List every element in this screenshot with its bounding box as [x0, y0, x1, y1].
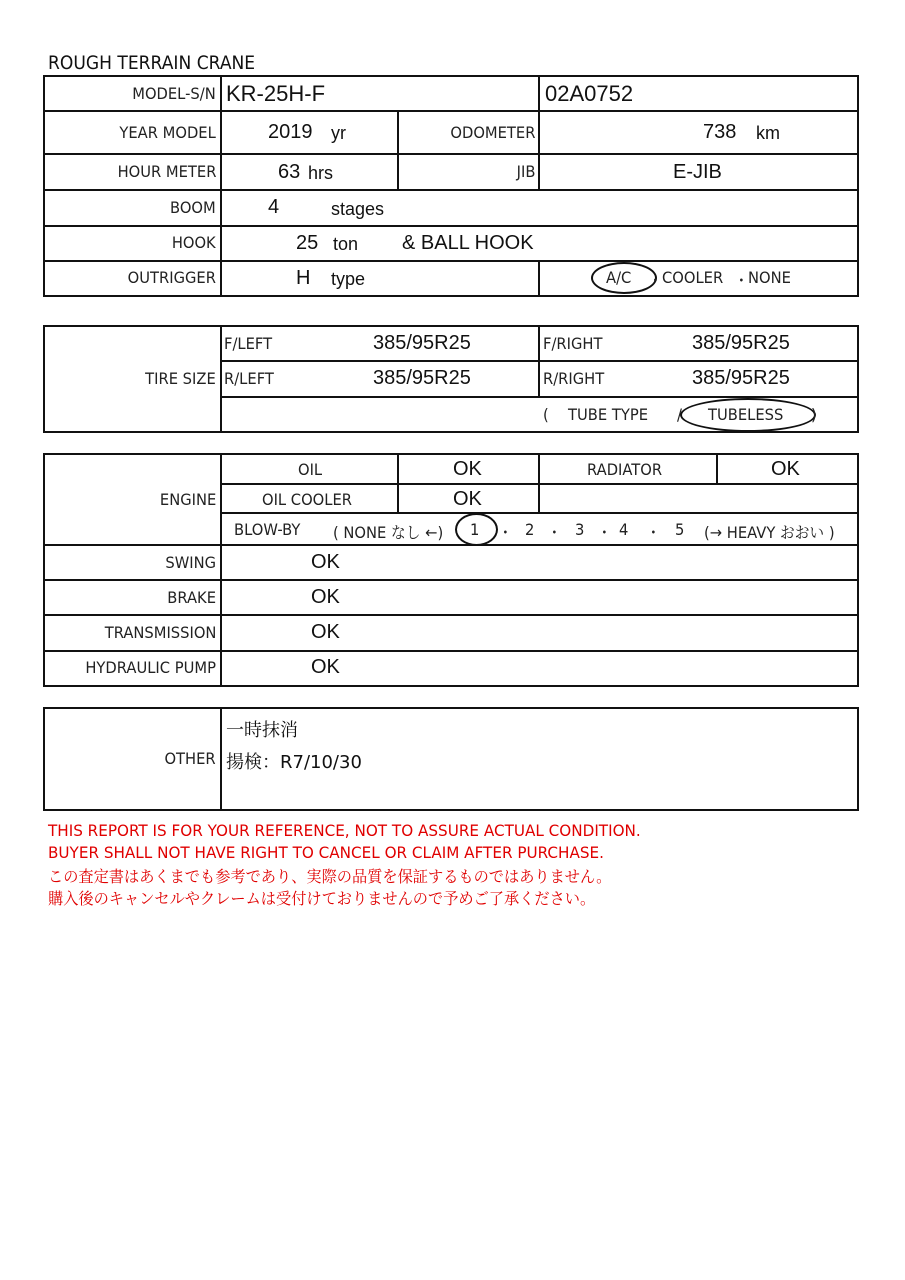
boom-unit: stages — [331, 199, 385, 219]
blowby-level-3: 3 — [575, 520, 585, 539]
oil-value: OK — [453, 458, 482, 480]
tube-type-option: TUBE TYPE — [568, 405, 649, 424]
disclaimer-line-3: この査定書はあくまでも参考であり、実際の品質を保証するものではありません。 — [48, 867, 612, 886]
blowby-heavy: (→ HEAVY おおい ) — [704, 523, 835, 542]
tube-open-paren: ( — [543, 405, 549, 424]
hook-unit: ton — [333, 234, 359, 254]
boom-label: BOOM — [170, 198, 216, 217]
ac-sep: ・ — [648, 271, 663, 290]
disclaimer-line-1: THIS REPORT IS FOR YOUR REFERENCE, NOT TO ASSURE ACTUAL CONDITION. — [48, 821, 641, 840]
other-note-1: 一時抹消 — [226, 720, 298, 741]
tire-rr-value: 385/95R25 — [692, 367, 790, 389]
hours-unit: hrs — [308, 163, 334, 183]
hook-extra: & BALL HOOK — [402, 232, 534, 254]
blowby-level-1: 1 — [470, 520, 480, 539]
disclaimer-line-2: BUYER SHALL NOT HAVE RIGHT TO CANCEL OR CLAIM AFTER PURCHASE. — [48, 843, 604, 862]
oil-cooler-value: OK — [453, 488, 482, 510]
model-sn-label: MODEL-S/N — [132, 84, 216, 103]
blowby-dot-2: ・ — [547, 523, 562, 542]
oil-cooler-label: OIL COOLER — [262, 490, 352, 509]
outrigger-unit: type — [331, 269, 366, 289]
tubeless-option: TUBELESS — [708, 405, 784, 424]
outrigger-label: OUTRIGGER — [127, 268, 216, 287]
hydraulic-pump-value: OK — [311, 656, 340, 678]
blowby-level-2: 2 — [525, 520, 535, 539]
oil-label: OIL — [298, 460, 323, 479]
odometer-unit: km — [756, 123, 780, 143]
blowby-label: BLOW-BY — [234, 520, 301, 539]
cooler-sep: ・ — [734, 271, 749, 290]
hook-label: HOOK — [172, 233, 216, 252]
year-model-label: YEAR MODEL — [119, 123, 216, 142]
tire-rr-label: R/RIGHT — [543, 369, 605, 388]
tube-close-paren: ) — [811, 405, 817, 424]
blowby-dot-1: ・ — [498, 523, 513, 542]
boom-value: 4 — [268, 196, 280, 218]
brake-label: BRAKE — [167, 588, 216, 607]
blowby-none: ( NONE なし ←) — [333, 523, 444, 542]
jib-label: JIB — [516, 162, 535, 181]
serial-number-value: 02A0752 — [545, 81, 634, 106]
tire-rl-label: R/LEFT — [224, 369, 274, 388]
tire-fr-label: F/RIGHT — [543, 334, 603, 353]
other-label: OTHER — [164, 749, 216, 768]
tire-size-label: TIRE SIZE — [145, 369, 216, 388]
transmission-value: OK — [311, 621, 340, 643]
hydraulic-pump-label: HYDRAULIC PUMP — [85, 658, 216, 677]
tire-fl-value: 385/95R25 — [373, 332, 471, 354]
hours-value: 63 — [278, 161, 301, 183]
radiator-value: OK — [771, 458, 800, 480]
outrigger-value: H — [296, 267, 311, 289]
report-title: ROUGH TERRAIN CRANE — [48, 52, 256, 74]
tire-fr-value: 385/95R25 — [692, 332, 790, 354]
blowby-dot-4: ・ — [646, 523, 661, 542]
blowby-level-4: 4 — [619, 520, 629, 539]
model-value: KR-25H-F — [226, 81, 326, 106]
hour-meter-label: HOUR METER — [117, 162, 216, 181]
none-option: NONE — [748, 268, 791, 287]
odometer-value: 738 — [703, 121, 737, 143]
transmission-label: TRANSMISSION — [104, 623, 216, 642]
swing-label: SWING — [165, 553, 216, 572]
tube-slash: / — [677, 405, 682, 424]
year-unit: yr — [331, 123, 346, 143]
blowby-dot-3: ・ — [597, 523, 612, 542]
disclaimer-line-4: 購入後のキャンセルやクレームは受付けておりませんので予めご了承ください。 — [48, 889, 596, 908]
tire-fl-label: F/LEFT — [224, 334, 273, 353]
cooler-option: COOLER — [662, 268, 724, 287]
engine-label: ENGINE — [159, 490, 216, 509]
blowby-level-5: 5 — [675, 520, 685, 539]
swing-value: OK — [311, 551, 340, 573]
hook-value: 25 — [296, 232, 319, 254]
ac-option: A/C — [606, 268, 632, 287]
odometer-label: ODOMETER — [449, 123, 535, 142]
tire-rl-value: 385/95R25 — [373, 367, 471, 389]
jib-value: E-JIB — [673, 161, 722, 183]
radiator-label: RADIATOR — [587, 460, 663, 479]
year-value: 2019 — [268, 121, 313, 143]
other-note-2: 揚検：R7/10/30 — [226, 752, 362, 773]
brake-value: OK — [311, 586, 340, 608]
